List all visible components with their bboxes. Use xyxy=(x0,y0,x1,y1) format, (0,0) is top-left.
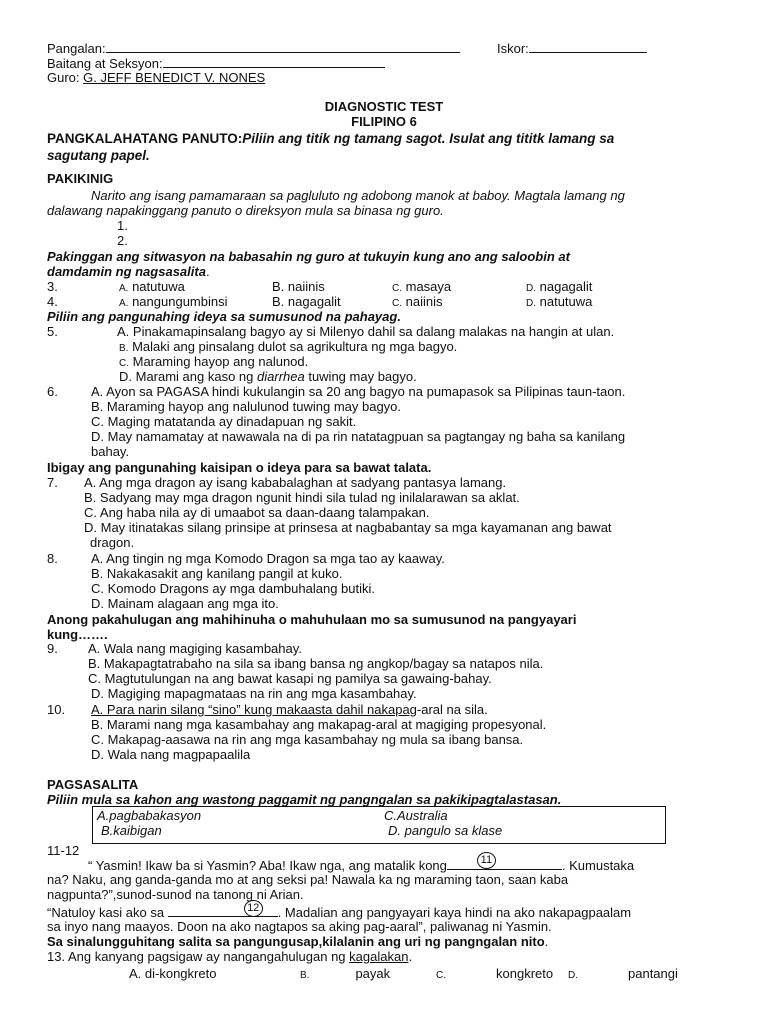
q3-choice-d[interactable]: D. nagagalit xyxy=(526,279,593,294)
q5-number: 5. xyxy=(47,324,58,339)
instruction-pakahulugan-1: Anong pakahulugan ang mahihinuha o mahuhulaan mo sa sumusunod na pangyayari xyxy=(47,612,577,627)
pagsasalita-heading: PAGSASALITA xyxy=(47,777,139,792)
q7-choice-c[interactable]: C. Ang haba nila ay di umaabot sa daan-daang talampakan. xyxy=(84,505,430,520)
general-instruction-label: PANGKALAHATANG PANUTO: xyxy=(47,131,243,146)
q13-stem: 13. Ang kanyang pagsigaw ay nangangahulugan ng kagalakan. xyxy=(47,949,413,964)
q8-number: 8. xyxy=(47,551,58,566)
baitang-blank[interactable] xyxy=(163,55,385,68)
q10-choice-c[interactable]: C. Makapag-aasawa na rin ang mga kasambahay ng mula sa ibang bansa. xyxy=(91,732,524,747)
section-field-row xyxy=(47,55,385,71)
teacher-row xyxy=(47,70,265,85)
q6-choice-d[interactable]: D. May namamatay at nawawala na di pa rin natatagpuan sa pagtangay ng baha sa kanilang xyxy=(91,429,626,444)
box-choice-a: A.pagbabakasyon xyxy=(97,808,202,823)
general-instruction-cont: sagutang papel. xyxy=(47,148,150,163)
box-choice-b: B.kaibigan xyxy=(101,823,162,838)
q13-choice-a[interactable]: A. di-kongkreto xyxy=(129,966,217,981)
baitang-label: Baitang at Seksyon: xyxy=(47,56,163,71)
q4-choice-d[interactable]: D. natutuwa xyxy=(526,294,593,309)
guro-label: Guro: xyxy=(47,70,80,85)
q4-choice-b[interactable]: B. nagagalit xyxy=(272,294,341,309)
q5-choice-a[interactable]: A. Pinakamapinsalang bagyo ay si Milenyo dahil sa dalang malakas na hangin at ulan. xyxy=(117,324,615,339)
answer-line-1: 1. xyxy=(117,218,128,233)
q10-choice-b[interactable]: B. Marami nang mga kasambahay ang makapag-aral at magiging propesyonal. xyxy=(91,717,547,732)
q8-choice-d[interactable]: D. Mainam alagaan ang mga ito. xyxy=(91,596,279,611)
q6-choice-d-cont: bahay. xyxy=(91,444,130,459)
blank-11[interactable] xyxy=(447,854,562,870)
q4-choice-c[interactable]: C. naiinis xyxy=(392,294,443,309)
iskor-label: Iskor: xyxy=(497,41,529,56)
blank-12-number: 12 xyxy=(244,900,263,917)
q8-choice-c[interactable]: C. Komodo Dragons ay mga dambuhalang butiki. xyxy=(91,581,375,596)
score-field-row xyxy=(497,40,647,56)
q10-choice-d[interactable]: D. Wala nang magpapaalila xyxy=(91,747,251,762)
q3-choice-c[interactable]: C. masaya xyxy=(392,279,452,294)
instruction-uri-pangngalan: Sa sinalungguhitang salita sa pangungusap,kilalanin ang uri ng pangngalan nito. xyxy=(47,934,549,949)
q7-choice-d-cont: dragon. xyxy=(90,535,135,550)
answer-line-2: 2. xyxy=(117,233,128,248)
q9-choice-a[interactable]: A. Wala nang magiging kasambahay. xyxy=(88,641,302,656)
q3-choice-a[interactable]: A. natutuwa xyxy=(119,279,185,294)
title-line2: FILIPINO 6 xyxy=(351,114,417,129)
box-choice-c: C.Australia xyxy=(384,808,448,823)
q9-choice-b[interactable]: B. Makapagtatrabaho na sila sa ibang bansa ng angkop/bagay sa natapos nila. xyxy=(88,656,544,671)
q8-choice-a[interactable]: A. Ang tingin ng mga Komodo Dragon sa mga tao ay kaaway. xyxy=(91,551,445,566)
q3-number: 3. xyxy=(47,279,58,294)
q13-choice-b[interactable]: B. payak xyxy=(300,966,391,981)
passage-line-4: “Natuloy kasi ako sa 12 . Madalian ang pangyayari kaya hindi na ako nakapagpaalam xyxy=(47,902,632,920)
q13-choice-d[interactable]: D. pantangi xyxy=(568,966,678,981)
pakikinig-heading: PAKIKINIG xyxy=(47,171,114,186)
pangalan-blank[interactable] xyxy=(106,40,460,53)
q7-choice-d[interactable]: D. May itinatakas silang prinsipe at prinsesa at nagbabantay sa mga kayamanan ang bawat xyxy=(84,520,612,535)
q9-choice-d[interactable]: D. Magiging mapagmataas na rin ang mga kasambahay. xyxy=(91,686,417,701)
blank-12[interactable] xyxy=(168,904,278,917)
instruction-pakahulugan-2: kung……. xyxy=(47,627,108,642)
q13-choice-c[interactable]: C. kongkreto xyxy=(436,966,554,981)
pakikinig-intro-2: dalawang napakinggang panuto o direksyon mula sa binasa ng guro. xyxy=(47,203,444,218)
name-field-row xyxy=(47,40,460,56)
general-instruction: PANGKALAHATANG PANUTO:Piliin ang titik ng tamang sagot. Isulat ang tititk lamang sa xyxy=(47,131,615,146)
q6-number: 6. xyxy=(47,384,58,399)
instruction-pangunahing-ideya: Piliin ang pangunahing ideya sa sumusunod na pahayag. xyxy=(47,309,401,324)
box-choice-d: D. pangulo sa klase xyxy=(388,823,503,838)
q9-number: 9. xyxy=(47,641,58,656)
q6-choice-a[interactable]: A. Ayon sa PAGASA hindi kukulangin sa 20 ang bagyo na pumapasok sa Pilipinas taun-taon. xyxy=(91,384,626,399)
q10-number: 10. xyxy=(47,702,66,717)
passage-line-2: na? Naku, ang ganda-ganda mo at ang seksi pa! Nawala ka ng maraming taon, saan kaba xyxy=(47,872,569,887)
instruction-sitwasyon-2: damdamin ng nagsasalita. xyxy=(47,264,210,279)
passage-line-1: “ Yasmin! Ikaw ba si Yasmin? Aba! Ikaw nga, ang matalik kong 11 . Kumustaka xyxy=(88,854,635,873)
q7-number: 7. xyxy=(47,475,58,490)
q4-choice-a[interactable]: A. nangungumbinsi xyxy=(119,294,228,309)
q4-number: 4. xyxy=(47,294,58,309)
q5-choice-b[interactable]: B. Malaki ang pinsalang dulot sa agrikultura ng mga bagyo. xyxy=(119,339,458,354)
q8-choice-b[interactable]: B. Nakakasakit ang kanilang pangil at kuko. xyxy=(91,566,343,581)
q5-choice-c[interactable]: C. Maraming hayop ang nalunod. xyxy=(119,354,309,369)
instruction-kaisipan: Ibigay ang pangunahing kaisipan o ideya para sa bawat talata. xyxy=(47,460,432,475)
q3-choice-b[interactable]: B. naiinis xyxy=(272,279,325,294)
q9-choice-c[interactable]: C. Magtutulungan na ang bawat kasapi ng pamilya sa gawaing-bahay. xyxy=(88,671,492,686)
pangalan-label: Pangalan: xyxy=(47,41,106,56)
passage-line-3: nagpunta?”,sunod-sunod na tanong ni Arian. xyxy=(47,887,304,902)
q10-choice-a[interactable]: A. Para narin silang “sino” kung makaasta dahil nakapag-aral na sila. xyxy=(91,702,488,717)
q6-choice-c[interactable]: C. Maging matatanda ay dinadapuan ng sakit. xyxy=(91,414,357,429)
instruction-sitwasyon-1: Pakinggan ang sitwasyon na babasahin ng guro at tukuyin kung ano ang saloobin at xyxy=(47,249,570,264)
q7-choice-b[interactable]: B. Sadyang may mga dragon ngunit hindi sila tulad ng inilalarawan sa aklat. xyxy=(84,490,520,505)
title-line1: DIAGNOSTIC TEST xyxy=(324,99,444,114)
guro-name: G. JEFF BENEDICT V. NONES xyxy=(83,70,266,85)
q7-choice-a[interactable]: A. Ang mga dragon ay isang kababalaghan at sadyang pantasya lamang. xyxy=(84,475,507,490)
q5-choice-d[interactable]: D. Marami ang kaso ng diarrhea tuwing may bagyo. xyxy=(119,369,417,384)
iskor-blank[interactable] xyxy=(529,40,647,53)
instruction-kahon: Piliin mula sa kahon ang wastong paggamit ng pangngalan sa pakikipagtalastasan. xyxy=(47,792,562,807)
pakikinig-intro-1: Narito ang isang pamamaraan sa pagluluto ng adobong manok at baboy. Magtala lamang ng xyxy=(91,188,625,203)
passage-line-5: sa inyo nang maayos. Doon na ako nagtapos sa aking pag-aaral”, paliwanag ni Yasmin. xyxy=(47,919,552,934)
items-range: 11-12 xyxy=(47,843,80,858)
q6-choice-b[interactable]: B. Maraming hayop ang nalulunod tuwing may bagyo. xyxy=(91,399,402,414)
blank-11-number: 11 xyxy=(477,852,496,869)
